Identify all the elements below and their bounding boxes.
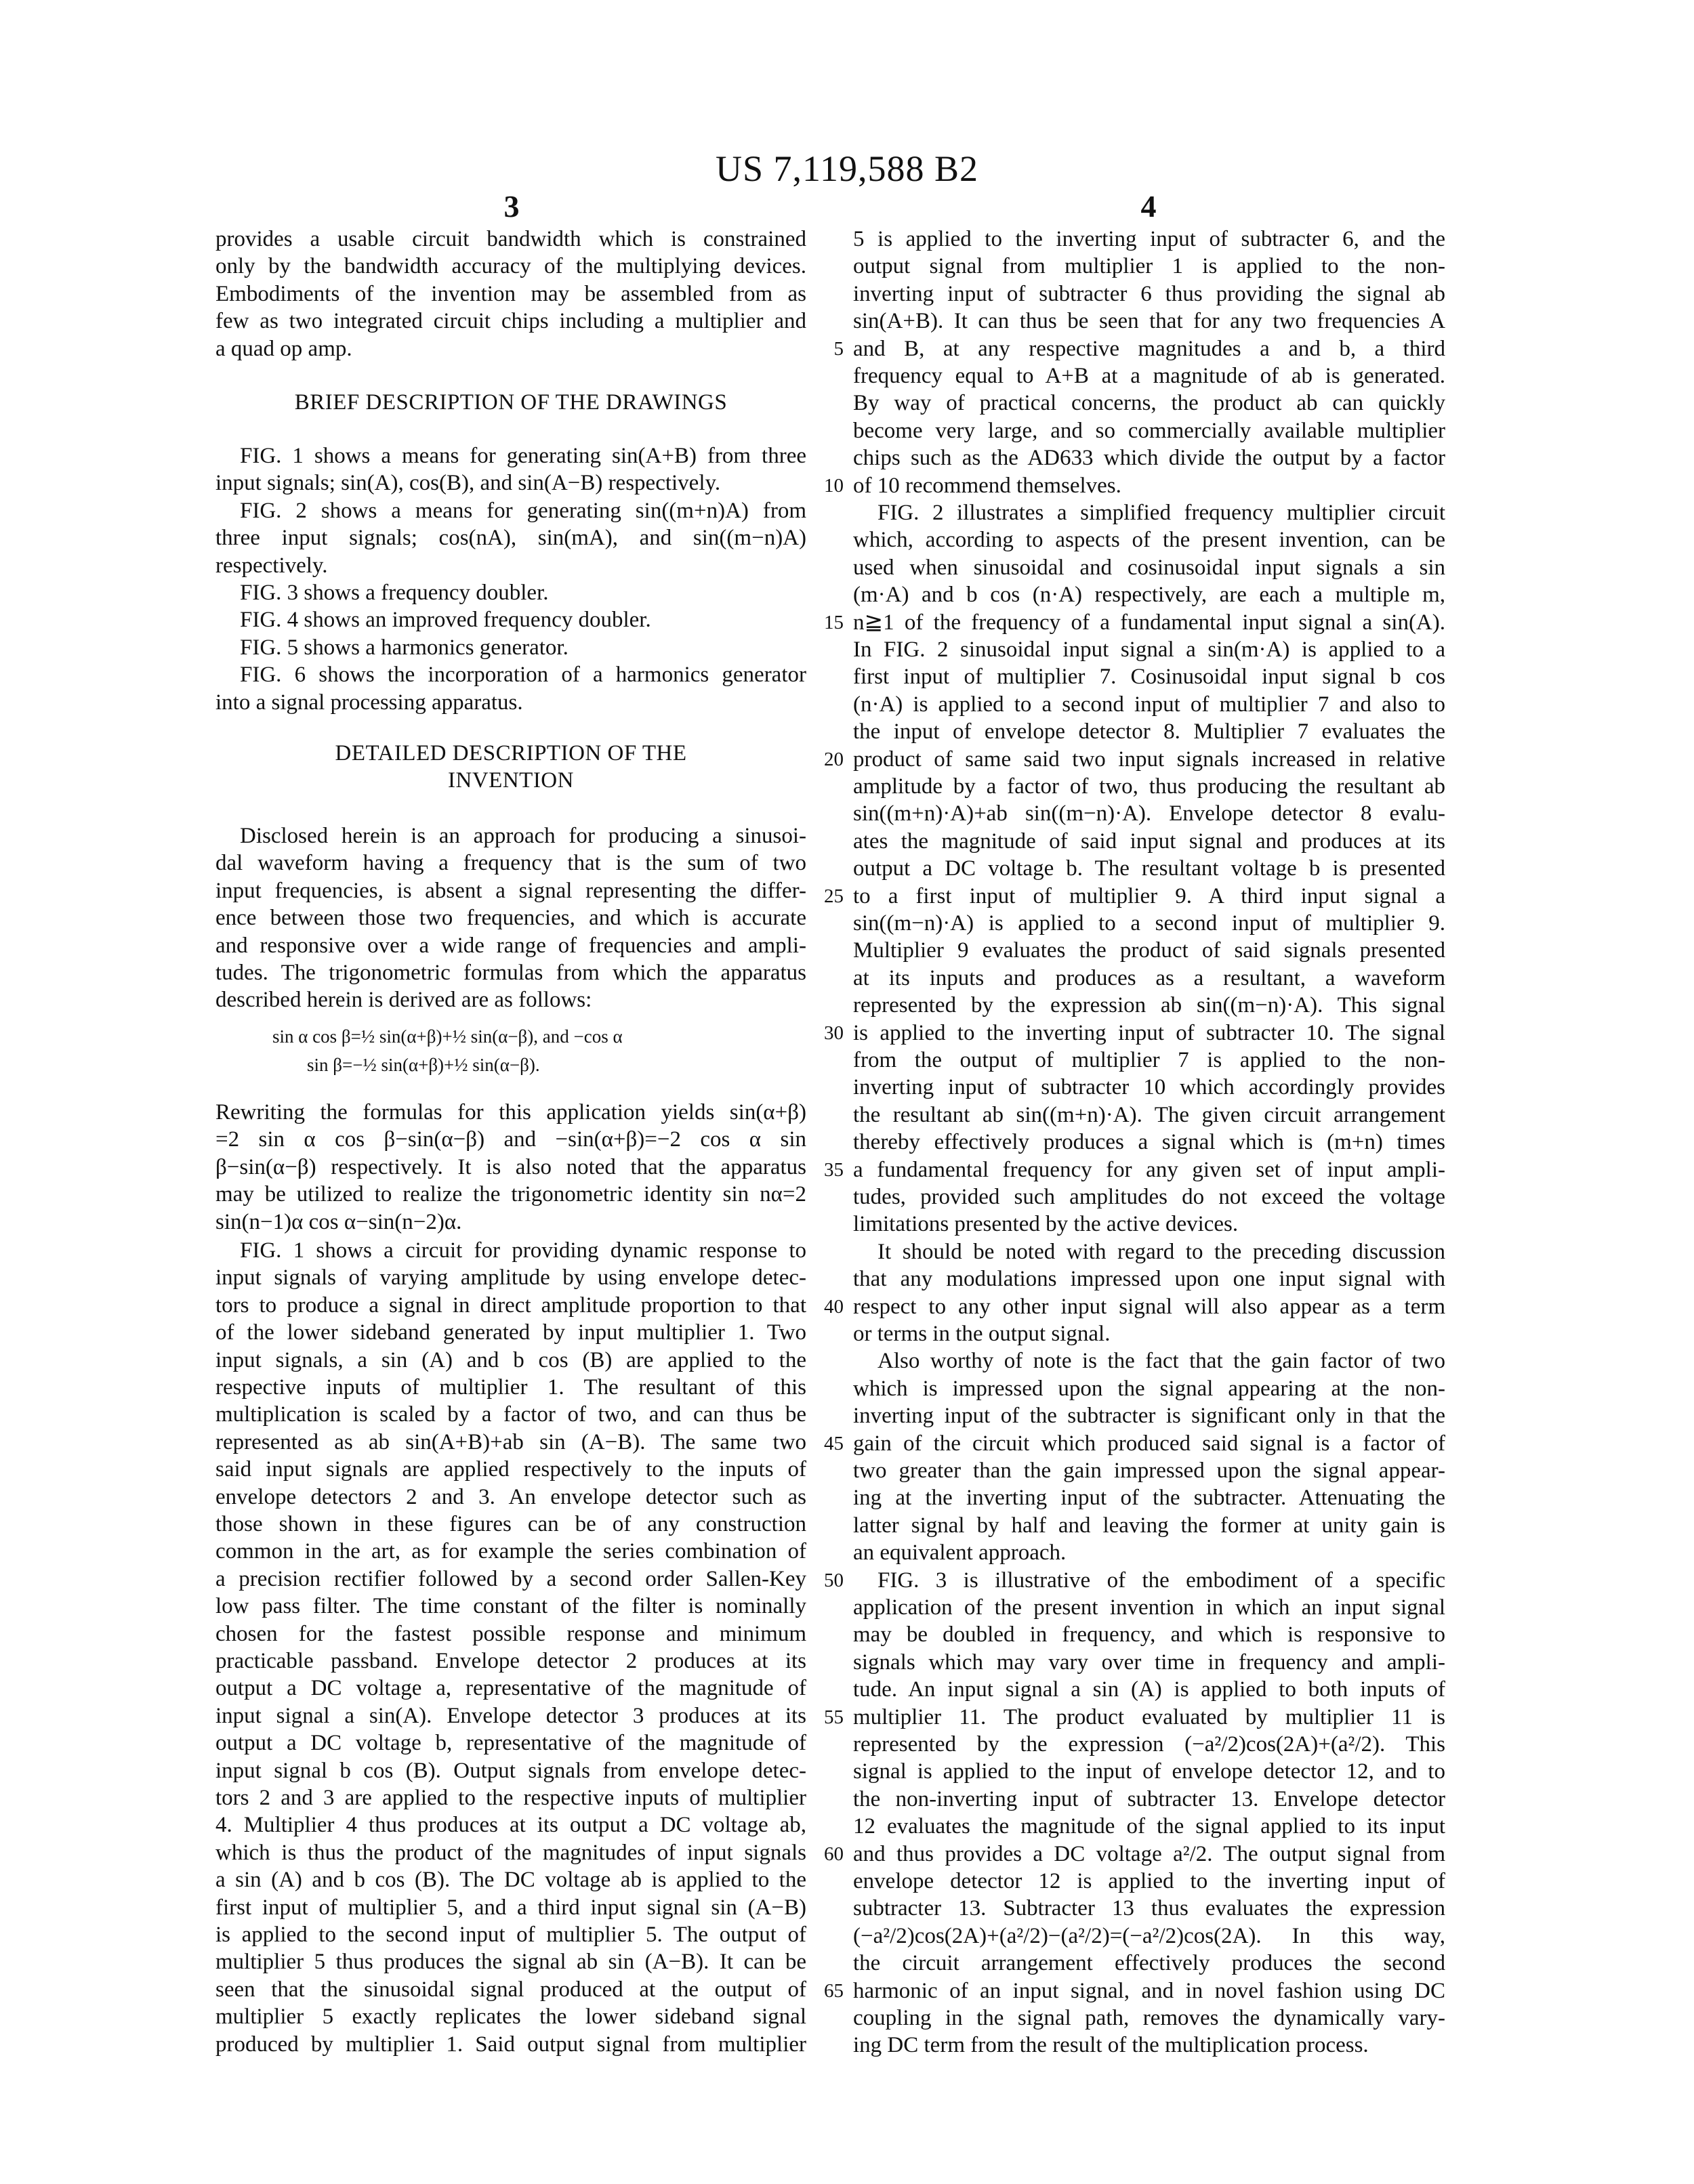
- text-line: the non-inverting input of subtracter 13. Envelope detector: [853, 1786, 1445, 1813]
- text-line: Embodiments of the invention may be assembled from as: [215, 280, 806, 308]
- text-line: a precision rectifier followed by a second order Sallen-Key: [215, 1566, 806, 1593]
- line-number: 50: [810, 1567, 844, 1594]
- text-line: inverting input of subtracter 6 thus providing the signal ab: [853, 280, 1445, 308]
- text-line: respect to any other input signal will also appear as a term: [853, 1293, 1445, 1320]
- text-line: Multiplier 9 evaluates the product of said signals presented: [853, 937, 1445, 964]
- text-line: application of the present invention in which an input signal: [853, 1594, 1445, 1621]
- text-line: respective inputs of multiplier 1. The resultant of this: [215, 1374, 806, 1401]
- text-line: few as two integrated circuit chips including a multiplier and: [215, 308, 806, 335]
- text-line: product of same said two input signals increased in relative: [853, 746, 1445, 773]
- text-line: those shown in these figures can be of any construction: [215, 1511, 806, 1538]
- text-line: In FIG. 2 sinusoidal input signal a sin(m·A) is applied to a: [853, 636, 1445, 663]
- text-line: inverting input of subtracter 10 which accordingly provides: [853, 1074, 1445, 1101]
- text-line: that any modulations impressed upon one input signal with: [853, 1265, 1445, 1293]
- text-line: FIG. 6 shows the incorporation of a harmonics generator: [215, 661, 806, 688]
- text-line: three input signals; cos(nA), sin(mA), and sin((m−n)A): [215, 524, 806, 551]
- text-line: Disclosed herein is an approach for producing a sinusoi-: [215, 822, 806, 849]
- text-line: multiplier 5 exactly replicates the lower sideband signal: [215, 2003, 806, 2030]
- text-line: (m·A) and b cos (n·A) respectively, are each a multiple m,: [853, 581, 1445, 608]
- line-number: 60: [810, 1841, 844, 1868]
- formula-line: sin α cos β=½ sin(α+β)+½ sin(α−β), and −cos α: [272, 1023, 623, 1050]
- text-line: amplitude by a factor of two, thus producing the resultant ab: [853, 773, 1445, 800]
- text-line: output a DC voltage b, representative of the magnitude of: [215, 1729, 806, 1757]
- text-line: first input of multiplier 5, and a third input signal sin (A−B): [215, 1894, 806, 1921]
- text-line: a quad op amp.: [215, 335, 806, 362]
- text-line: FIG. 1 shows a circuit for providing dynamic response to: [215, 1237, 806, 1264]
- text-line: practicable passband. Envelope detector 2 produces at its: [215, 1647, 806, 1675]
- text-line: sin((m+n)·A)+ab sin((m−n)·A). Envelope detector 8 evalu-: [853, 800, 1445, 827]
- text-line: an equivalent approach.: [853, 1539, 1445, 1566]
- text-line: FIG. 1 shows a means for generating sin(A+B) from three: [215, 442, 806, 469]
- text-line: signals which may vary over time in frequency and ampli-: [853, 1649, 1445, 1676]
- text-line: used when sinusoidal and cosinusoidal input signals a sin: [853, 554, 1445, 581]
- text-line: described herein is derived are as follows:: [215, 986, 806, 1013]
- column-number-left: 3: [491, 188, 532, 224]
- text-line: low pass filter. The time constant of the filter is nominally: [215, 1593, 806, 1620]
- text-line: represented by the expression (−a²/2)cos(2A)+(a²/2). This: [853, 1731, 1445, 1758]
- text-line: produced by multiplier 1. Said output signal from multiplier: [215, 2031, 806, 2058]
- text-line: tude. An input signal a sin (A) is applied to both inputs of: [853, 1676, 1445, 1703]
- text-line: input signal b cos (B). Output signals from envelope detec-: [215, 1757, 806, 1784]
- text-line: at its inputs and produces as a resultant, a waveform: [853, 965, 1445, 992]
- line-number: 65: [810, 1977, 844, 2004]
- text-line: two greater than the gain impressed upon the signal appear-: [853, 1457, 1445, 1484]
- text-line: input signals of varying amplitude by using envelope detec-: [215, 1264, 806, 1291]
- text-line: ing DC term from the result of the multiplication process.: [853, 2032, 1445, 2059]
- text-line: chosen for the fastest possible response and minimum: [215, 1620, 806, 1647]
- formula-line: sin β=−½ sin(α+β)+½ sin(α−β).: [307, 1051, 540, 1078]
- text-line: is applied to the second input of multiplier 5. The output of: [215, 1921, 806, 1948]
- text-line: 5 is applied to the inverting input of subtracter 6, and the: [853, 226, 1445, 253]
- text-line: common in the art, as for example the series combination of: [215, 1538, 806, 1565]
- text-line: and B, at any respective magnitudes a and b, a third: [853, 335, 1445, 362]
- text-line: FIG. 3 shows a frequency doubler.: [215, 579, 806, 606]
- text-line: Also worthy of note is the fact that the gain factor of two: [853, 1347, 1445, 1374]
- heading-line: DETAILED DESCRIPTION OF THE: [215, 740, 806, 767]
- line-number: 45: [810, 1430, 844, 1457]
- text-line: is applied to the inverting input of subtracter 10. The signal: [853, 1020, 1445, 1047]
- text-line: n≧1 of the frequency of a fundamental input signal a sin(A).: [853, 609, 1445, 636]
- text-line: input signals, a sin (A) and b cos (B) are applied to the: [215, 1347, 806, 1374]
- line-number: 15: [810, 609, 844, 636]
- text-line: become very large, and so commercially available multiplier: [853, 417, 1445, 444]
- text-line: sin((m−n)·A) is applied to a second input of multiplier 9.: [853, 910, 1445, 937]
- text-line: multiplication is scaled by a factor of two, and can thus be: [215, 1401, 806, 1428]
- text-line: By way of practical concerns, the product ab can quickly: [853, 390, 1445, 417]
- text-line: output a DC voltage a, representative of the magnitude of: [215, 1675, 806, 1702]
- text-line: which is impressed upon the signal appearing at the non-: [853, 1375, 1445, 1402]
- line-number: 55: [810, 1704, 844, 1731]
- text-line: provides a usable circuit bandwidth which is constrained: [215, 226, 806, 253]
- text-line: It should be noted with regard to the preceding discussion: [853, 1238, 1445, 1265]
- text-line: harmonic of an input signal, and in novel fashion using DC: [853, 1977, 1445, 2004]
- text-line: β−sin(α−β) respectively. It is also noted that the apparatus: [215, 1154, 806, 1181]
- text-line: input signals; sin(A), cos(B), and sin(A−B) respectively.: [215, 469, 806, 497]
- text-line: seen that the sinusoidal signal produced at the output of: [215, 1976, 806, 2003]
- text-line: or terms in the output signal.: [853, 1320, 1445, 1347]
- text-line: inverting input of the subtracter is significant only in that the: [853, 1402, 1445, 1429]
- text-line: frequency equal to A+B at a magnitude of ab is generated.: [853, 362, 1445, 390]
- detailed-description-heading: [215, 740, 806, 794]
- text-line: output a DC voltage b. The resultant voltage b is presented: [853, 855, 1445, 882]
- text-line: the input of envelope detector 8. Multiplier 7 evaluates the: [853, 718, 1445, 745]
- line-number: 20: [810, 746, 844, 773]
- text-line: (−a²/2)cos(2A)+(a²/2)−(a²/2)=(−a²/2)cos(2A). In this way,: [853, 1923, 1445, 1950]
- text-line: sin(n−1)α cos α−sin(n−2)α.: [215, 1209, 806, 1236]
- text-line: latter signal by half and leaving the former at unity gain is: [853, 1512, 1445, 1539]
- text-line: the resultant ab sin((m+n)·A). The given circuit arrangement: [853, 1101, 1445, 1129]
- text-line: multiplier 5 thus produces the signal ab sin (A−B). It can be: [215, 1948, 806, 1975]
- text-line: multiplier 11. The product evaluated by multiplier 11 is: [853, 1704, 1445, 1731]
- text-line: may be utilized to realize the trigonometric identity sin nα=2: [215, 1181, 806, 1208]
- text-line: from the output of multiplier 7 is applied to the non-: [853, 1047, 1445, 1074]
- text-line: (n·A) is applied to a second input of multiplier 7 and also to: [853, 691, 1445, 718]
- text-line: FIG. 4 shows an improved frequency doubler.: [215, 606, 806, 633]
- text-line: envelope detector 12 is applied to the inverting input of: [853, 1868, 1445, 1895]
- text-line: 4. Multiplier 4 thus produces at its output a DC voltage ab,: [215, 1811, 806, 1839]
- text-line: and responsive over a wide range of frequencies and ampli-: [215, 932, 806, 959]
- text-line: dal waveform having a frequency that is the sum of two: [215, 849, 806, 877]
- brief-description-heading: BRIEF DESCRIPTION OF THE DRAWINGS: [215, 389, 806, 416]
- text-line: =2 sin α cos β−sin(α−β) and −sin(α+β)=−2 cos α sin: [215, 1126, 806, 1153]
- line-number: 25: [810, 883, 844, 910]
- text-line: coupling in the signal path, removes the dynamically vary-: [853, 2004, 1445, 2032]
- text-line: said input signals are applied respectively to the inputs of: [215, 1456, 806, 1483]
- line-number: 35: [810, 1156, 844, 1183]
- text-line: first input of multiplier 7. Cosinusoidal input signal b cos: [853, 663, 1445, 690]
- text-line: subtracter 13. Subtracter 13 thus evaluates the expression: [853, 1895, 1445, 1922]
- text-line: respectively.: [215, 552, 806, 579]
- text-line: which, according to aspects of the present invention, can be: [853, 526, 1445, 553]
- text-line: envelope detectors 2 and 3. An envelope detector such as: [215, 1484, 806, 1511]
- text-line: to a first input of multiplier 9. A third input signal a: [853, 883, 1445, 910]
- text-line: sin(A+B). It can thus be seen that for any two frequencies A: [853, 308, 1445, 335]
- text-line: input frequencies, is absent a signal representing the differ-: [215, 877, 806, 904]
- text-line: FIG. 3 is illustrative of the embodiment of a specific: [853, 1567, 1445, 1594]
- text-line: a fundamental frequency for any given set of input ampli-: [853, 1156, 1445, 1183]
- text-line: into a signal processing apparatus.: [215, 689, 806, 716]
- text-line: ence between those two frequencies, and which is accurate: [215, 904, 806, 931]
- text-line: limitations presented by the active devices.: [853, 1211, 1445, 1238]
- text-line: 12 evaluates the magnitude of the signal applied to its input: [853, 1813, 1445, 1840]
- line-number: 10: [810, 472, 844, 499]
- line-number: 30: [810, 1020, 844, 1047]
- text-line: gain of the circuit which produced said signal is a factor of: [853, 1430, 1445, 1457]
- line-number: 40: [810, 1293, 844, 1320]
- patent-number: US 7,119,588 B2: [0, 148, 1694, 190]
- text-line: Rewriting the formulas for this application yields sin(α+β): [215, 1099, 806, 1126]
- text-line: a sin (A) and b cos (B). The DC voltage ab is applied to the: [215, 1866, 806, 1893]
- text-line: represented by the expression ab sin((m−n)·A). This signal: [853, 992, 1445, 1019]
- line-number: 5: [810, 335, 844, 362]
- text-line: the circuit arrangement effectively produces the second: [853, 1950, 1445, 1977]
- text-line: ing at the inverting input of the subtracter. Attenuating the: [853, 1484, 1445, 1511]
- text-line: which is thus the product of the magnitudes of input signals: [215, 1839, 806, 1866]
- column-number-right: 4: [1128, 188, 1169, 224]
- text-line: tudes. The trigonometric formulas from which the apparatus: [215, 959, 806, 986]
- text-line: thereby effectively produces a signal which is (m+n) times: [853, 1129, 1445, 1156]
- text-line: only by the bandwidth accuracy of the multiplying devices.: [215, 253, 806, 280]
- text-line: tudes, provided such amplitudes do not exceed the voltage: [853, 1183, 1445, 1211]
- text-line: input signal a sin(A). Envelope detector 3 produces at its: [215, 1702, 806, 1729]
- text-line: FIG. 2 shows a means for generating sin((m+n)A) from: [215, 497, 806, 524]
- text-line: tors 2 and 3 are applied to the respective inputs of multiplier: [215, 1784, 806, 1811]
- text-line: FIG. 5 shows a harmonics generator.: [215, 634, 806, 661]
- text-line: of the lower sideband generated by input multiplier 1. Two: [215, 1319, 806, 1346]
- text-line: tors to produce a signal in direct amplitude proportion to that: [215, 1292, 806, 1319]
- text-line: of 10 recommend themselves.: [853, 472, 1445, 499]
- text-line: represented as ab sin(A+B)+ab sin (A−B). The same two: [215, 1429, 806, 1456]
- text-line: FIG. 2 illustrates a simplified frequency multiplier circuit: [853, 499, 1445, 526]
- text-line: and thus provides a DC voltage a²/2. The output signal from: [853, 1841, 1445, 1868]
- heading-line: INVENTION: [215, 767, 806, 794]
- text-line: output signal from multiplier 1 is applied to the non-: [853, 253, 1445, 280]
- text-line: signal is applied to the input of envelope detector 12, and to: [853, 1758, 1445, 1785]
- text-line: may be doubled in frequency, and which is responsive to: [853, 1621, 1445, 1648]
- text-line: ates the magnitude of said input signal and produces at its: [853, 828, 1445, 855]
- text-line: chips such as the AD633 which divide the output by a factor: [853, 444, 1445, 471]
